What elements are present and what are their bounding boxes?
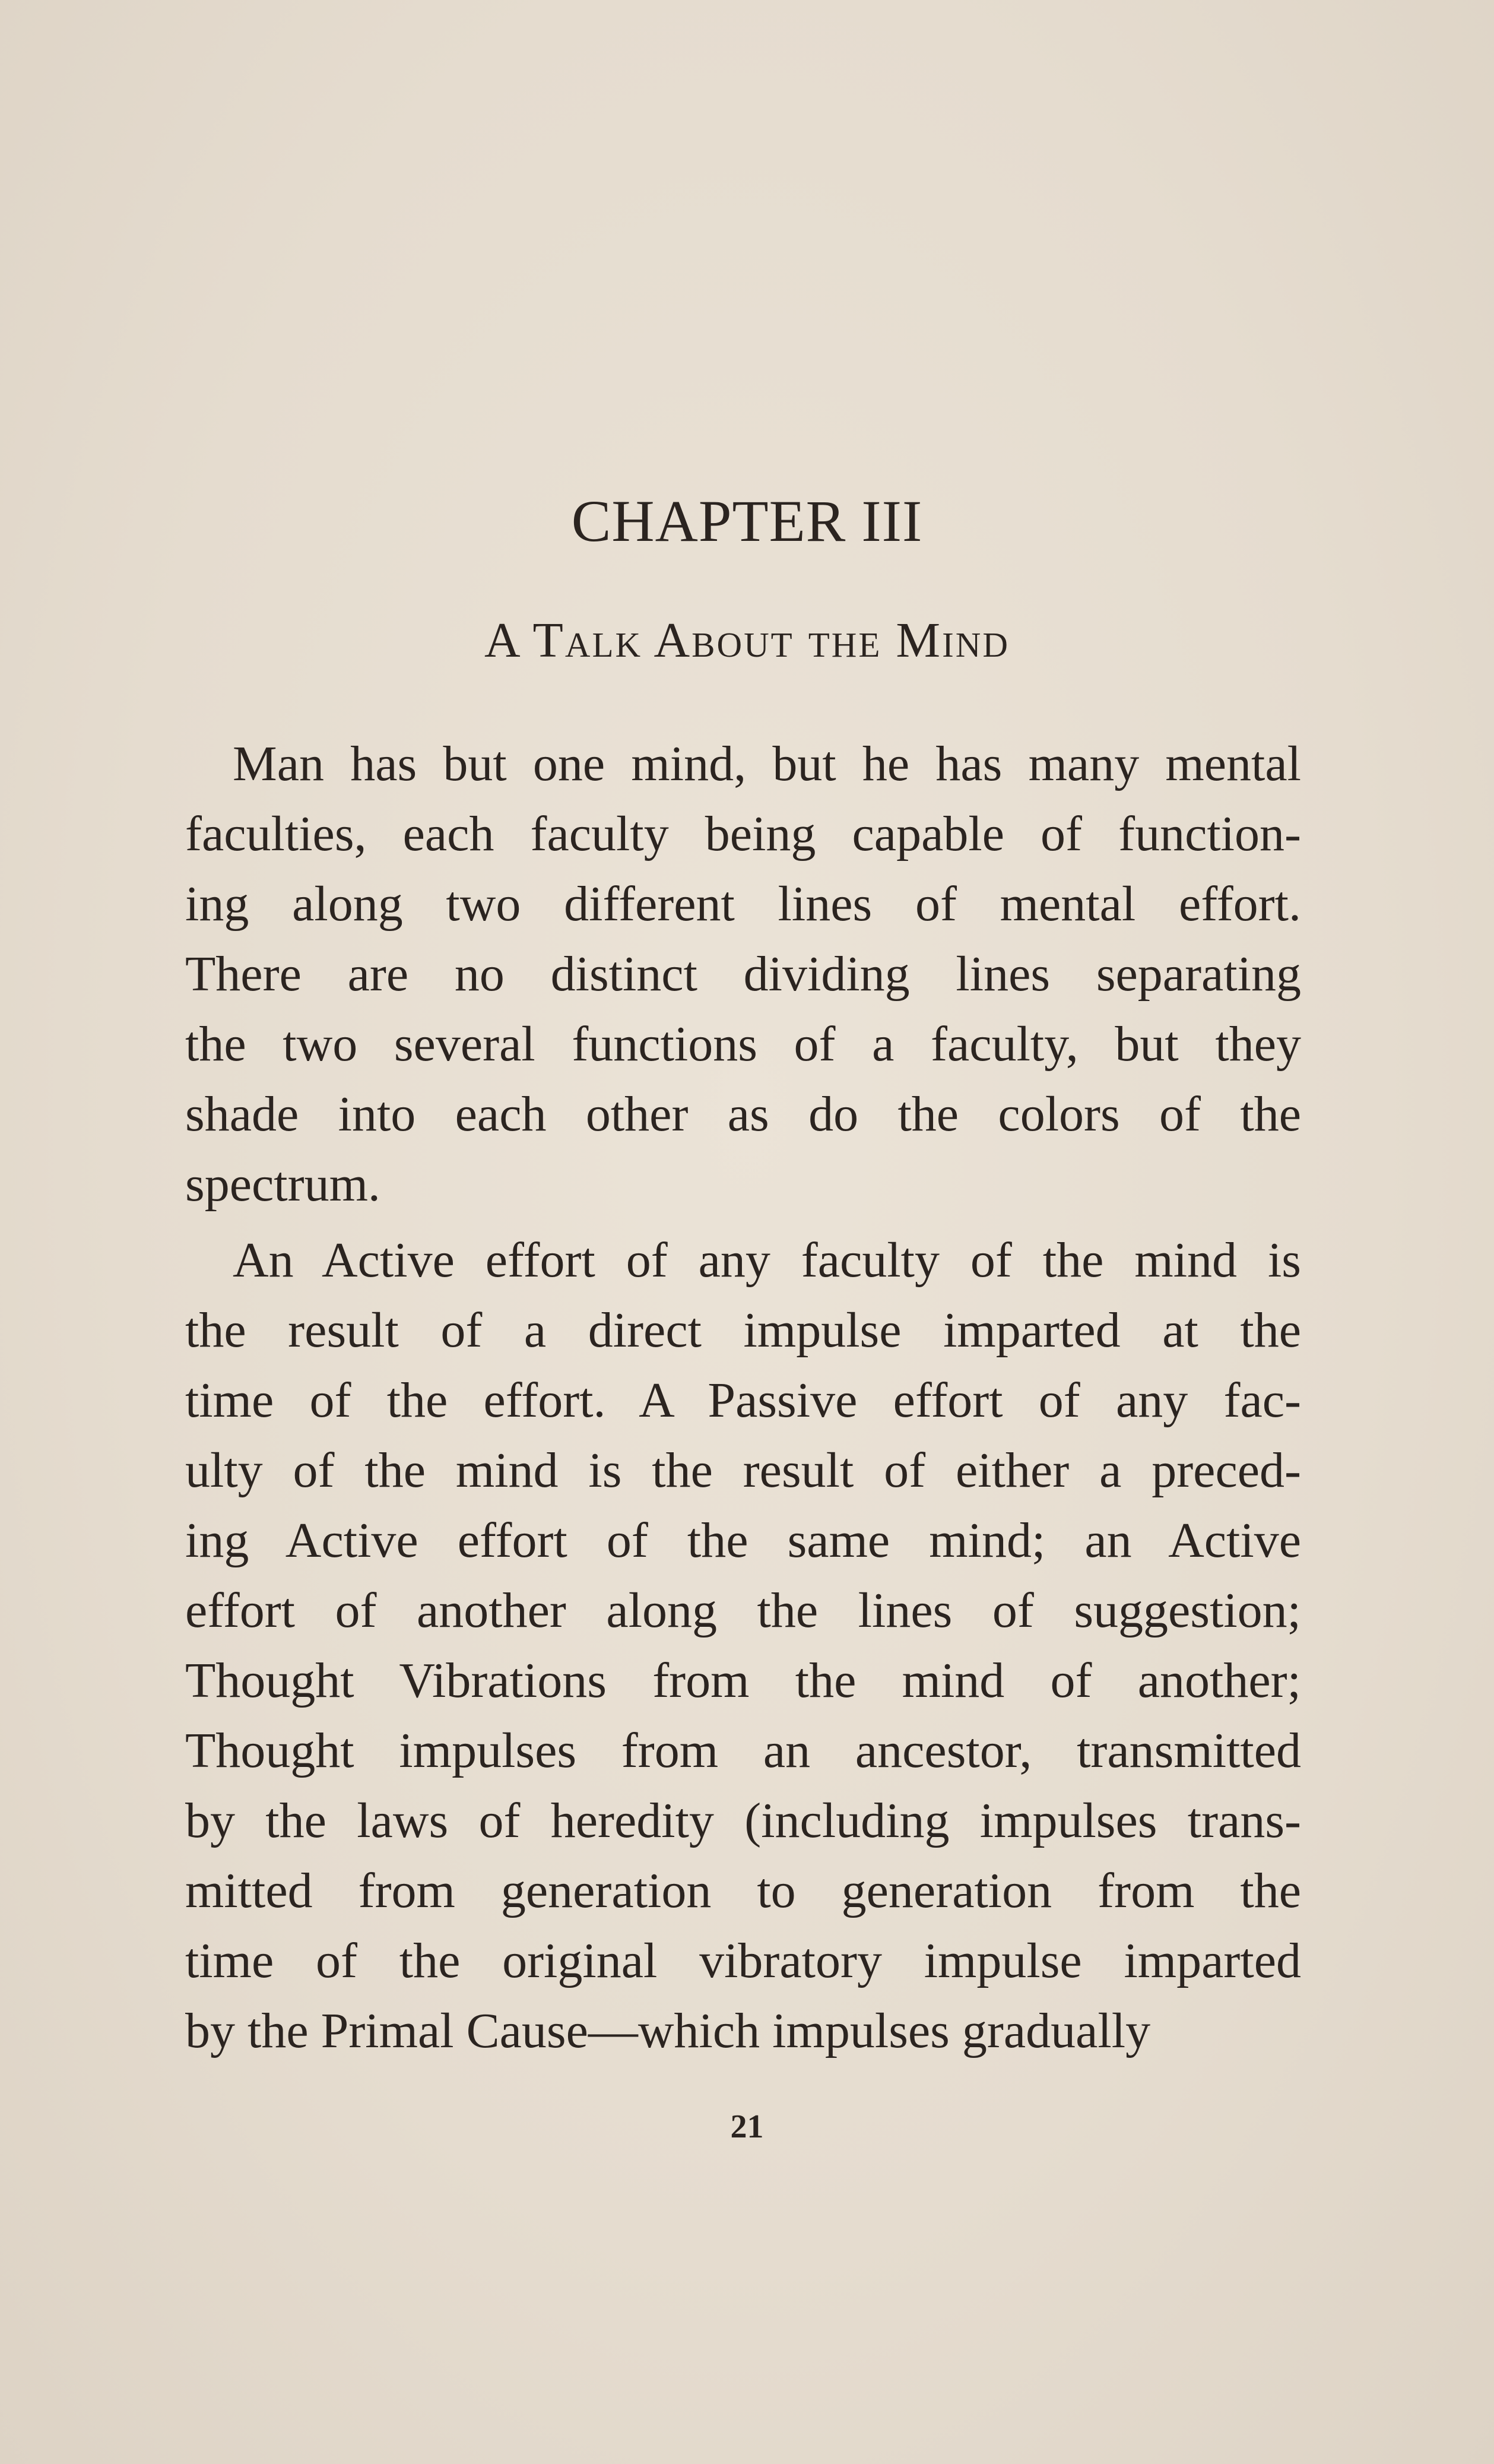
chapter-heading: CHAPTER III	[571, 488, 923, 554]
text-line: ulty of the mind is the result of either a preced-	[185, 1443, 1301, 1498]
text-line: spectrum.	[185, 1157, 380, 1212]
page-number: 21	[730, 2108, 764, 2145]
text-line: by the laws of heredity (including impulses trans-	[185, 1793, 1301, 1848]
chapter-title: A Talk About the Mind	[484, 613, 1010, 668]
text-line: faculties, each faculty being capable of function-	[185, 806, 1301, 862]
text-line: An Active effort of any faculty of the mind is	[233, 1233, 1301, 1288]
text-line: Thought impulses from an ancestor, transmitted	[185, 1723, 1301, 1778]
paragraph	[185, 1225, 1301, 2066]
text-line: ing Active effort of the same mind; an Active	[185, 1513, 1301, 1568]
text-line: Man has but one mind, but he has many mental	[233, 736, 1301, 791]
text-line: Thought Vibrations from the mind of another;	[185, 1653, 1301, 1708]
text-line: ing along two different lines of mental effort.	[185, 876, 1301, 932]
text-line: There are no distinct dividing lines separating	[185, 946, 1301, 1002]
text-line: the result of a direct impulse imparted at the	[185, 1303, 1301, 1358]
text-line: time of the original vibratory impulse imparted	[185, 1933, 1301, 1988]
text-line: the two several functions of a faculty, but they	[185, 1016, 1301, 1072]
text-line: shade into each other as do the colors of the	[185, 1087, 1301, 1142]
text-line: time of the effort. A Passive effort of any fac-	[185, 1373, 1301, 1428]
text-line: mitted from generation to generation from the	[185, 1863, 1301, 1918]
text-line: by the Primal Cause—which impulses gradually	[185, 2003, 1151, 2058]
text-line: effort of another along the lines of suggestion;	[185, 1583, 1301, 1638]
body-text	[185, 729, 1301, 2072]
paragraph	[185, 729, 1301, 1220]
